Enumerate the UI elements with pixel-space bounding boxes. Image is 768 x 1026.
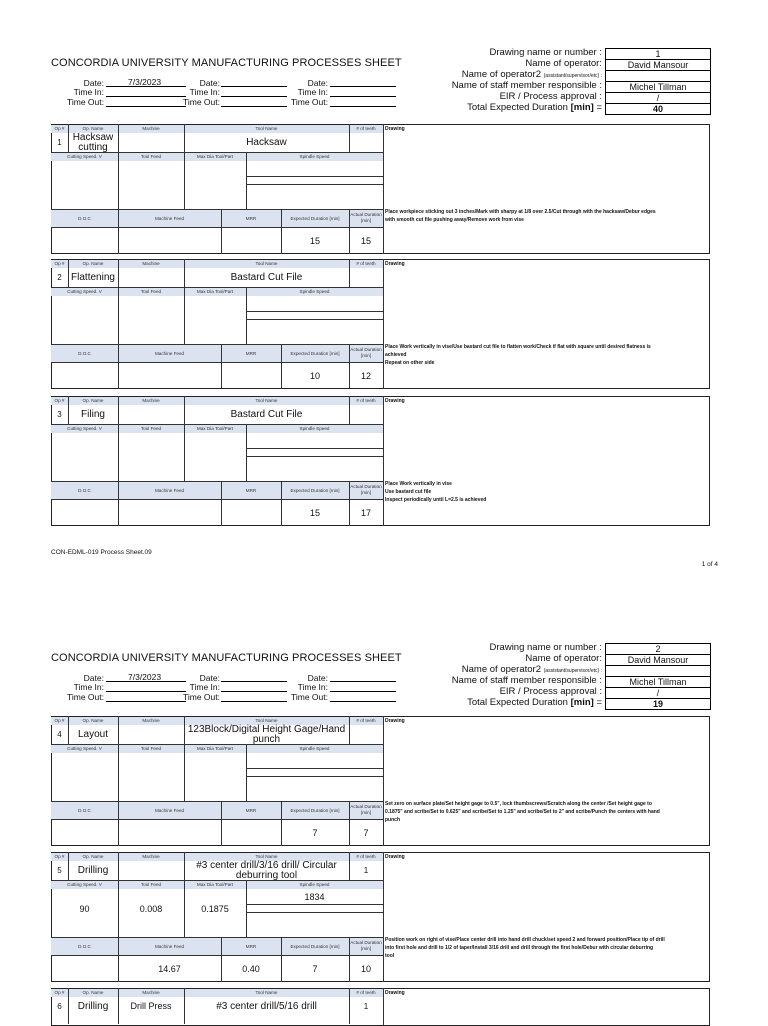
- time-in-label: Time In:: [189, 682, 220, 692]
- time-out-line: [330, 691, 396, 702]
- mrr-value: 0.40: [242, 964, 260, 974]
- grid-line: [118, 852, 119, 880]
- col-header-machine: Machine: [118, 989, 184, 997]
- time-out-line: [221, 691, 287, 702]
- staff-label: Name of staff member responsible :: [451, 675, 602, 686]
- date-label: Date:: [83, 673, 104, 683]
- time-out-label: Time Out:: [183, 97, 220, 107]
- actual-duration: 17: [360, 508, 371, 518]
- grid-line: [349, 481, 350, 526]
- col-header-feed: Tool Feed: [118, 425, 184, 433]
- col-header-doc: D.O.C: [51, 482, 118, 499]
- col-header-mrr: MRR: [221, 482, 281, 499]
- operator2-text: Name of operator2: [461, 664, 541, 675]
- col-header-teeth: # of teeth: [349, 717, 383, 725]
- time-out-label: Time Out:: [67, 692, 104, 702]
- grid-line: [246, 448, 383, 449]
- grid-line: [221, 801, 222, 846]
- grid-line: [349, 344, 350, 389]
- header-value-box: /: [605, 687, 711, 699]
- op-number: 1: [57, 138, 62, 147]
- grid-line: [51, 362, 383, 363]
- op-number: 4: [57, 730, 62, 739]
- op-number: 6: [57, 1002, 62, 1011]
- col-header-speed: Cutting Speed. V: [51, 153, 118, 161]
- col-header-op: Op #: [51, 989, 68, 997]
- col-header-machine: Machine: [118, 260, 184, 268]
- cutting-speed: 90: [79, 904, 90, 914]
- col-header-actual: Actual Duration [min]: [349, 482, 383, 499]
- col-header-spindle: Spindle Speed: [246, 425, 383, 433]
- grid-line: [349, 124, 350, 152]
- drawing-divider: [383, 259, 384, 389]
- eir-label: EIR / Process approval :: [499, 686, 602, 697]
- operator2-label: [390, 69, 602, 80]
- col-header-name: Op. Name: [68, 397, 118, 405]
- tool-feed: 0.008: [139, 904, 163, 914]
- grid-line: [246, 744, 247, 801]
- total-pre: Total Expected Duration: [467, 697, 571, 708]
- grid-line: [246, 319, 383, 320]
- time-out-line: [330, 96, 396, 107]
- grid-line: [184, 424, 185, 481]
- grid-line: [118, 937, 119, 982]
- grid-line: [118, 396, 119, 424]
- col-header-speed: Cutting Speed. V: [51, 425, 118, 433]
- drawing-label: Drawing name or number :: [489, 47, 602, 58]
- grid-line: [246, 184, 383, 185]
- date-label: Date:: [199, 673, 220, 683]
- teeth-count: 1: [363, 1002, 369, 1011]
- col-header-actual: Actual Duration [min]: [349, 345, 383, 362]
- drawing-divider: [383, 852, 384, 982]
- grid-line: [118, 344, 119, 389]
- grid-line: [349, 937, 350, 982]
- header-value-box: 1: [605, 48, 711, 60]
- grid-line: [349, 396, 350, 424]
- col-header-maxdia: Max Dia Tool/Part: [184, 745, 246, 753]
- grid-line: [349, 716, 350, 744]
- grid-line: [118, 259, 119, 287]
- time-out-line: [106, 691, 186, 702]
- col-header-speed: Cutting Speed. V: [51, 288, 118, 296]
- col-header-actual: Actual Duration [min]: [349, 210, 383, 227]
- grid-line: [118, 424, 119, 481]
- date-label: Date:: [307, 673, 328, 683]
- operator-label: Name of operator:: [525, 653, 602, 664]
- grid-line: [281, 209, 282, 254]
- col-header-teeth: # of teeth: [349, 989, 383, 997]
- operation-block: [51, 259, 710, 389]
- grid-line: [118, 481, 119, 526]
- op-name: Drilling: [77, 1000, 109, 1012]
- spindle-speed: 1834: [304, 892, 325, 902]
- col-header-mfeed: Machine Feed: [118, 210, 221, 227]
- col-header-feed: Tool Feed: [118, 881, 184, 889]
- sheet-title: CONCORDIA UNIVERSITY MANUFACTURING PROCESSES SHEET: [51, 652, 402, 664]
- col-header-actual: Actual Duration [min]: [349, 938, 383, 955]
- expected-duration: 15: [309, 236, 320, 246]
- time-out-line: [106, 96, 186, 107]
- total-duration-label: [390, 697, 602, 708]
- col-header-expected: Expected Duration [min]: [281, 210, 349, 227]
- grid-line: [221, 209, 222, 254]
- header-value-box: Michel Tillman: [605, 81, 711, 93]
- col-header-feed: Tool Feed: [118, 153, 184, 161]
- grid-line: [281, 344, 282, 389]
- grid-line: [51, 227, 383, 228]
- col-header-mfeed: Machine Feed: [118, 345, 221, 362]
- teeth-count: 1: [363, 866, 369, 875]
- col-header-spindle: Spindle Speed: [246, 881, 383, 889]
- col-header-maxdia: Max Dia Tool/Part: [184, 153, 246, 161]
- col-header-mrr: MRR: [221, 345, 281, 362]
- grid-line: [349, 209, 350, 254]
- col-header-op: Op #: [51, 853, 68, 861]
- tool-name: #3 center drill/3/16 drill/ Circular deburring tool: [196, 859, 337, 881]
- drawing-divider: [383, 716, 384, 846]
- instruction-line: 0.1875" and scribe/Set to 0.625" and scribe/Set to 1.25" and scribe/Set to 2" and scribe/Punch the centers with hand: [385, 809, 660, 815]
- date-label: Date:: [199, 78, 220, 88]
- actual-duration: 7: [363, 828, 369, 838]
- col-header-mrr: MRR: [221, 802, 281, 819]
- col-header-speed: Cutting Speed. V: [51, 881, 118, 889]
- col-header-teeth: # of teeth: [349, 853, 383, 861]
- expected-duration: 15: [309, 508, 320, 518]
- col-header-mfeed: Machine Feed: [118, 802, 221, 819]
- grid-line: [221, 344, 222, 389]
- col-header-machine: Machine: [118, 397, 184, 405]
- col-header-teeth: # of teeth: [349, 397, 383, 405]
- drawing-divider: [383, 396, 384, 526]
- tool-name: #3 center drill/5/16 drill: [216, 1000, 317, 1012]
- instruction-line: Place Work vertically in vise/Use bastard cut file to flatten work/Check if flat with square until desired flatness is: [385, 344, 651, 350]
- col-header-spindle: Spindle Speed: [246, 745, 383, 753]
- time-out-line: [221, 96, 287, 107]
- operator2-note: (assistant/supervisor/etc) :: [543, 73, 602, 79]
- total-pre: Total Expected Duration: [467, 102, 571, 113]
- drawing-label: Drawing: [385, 990, 405, 996]
- instruction-line: punch: [385, 817, 400, 823]
- grid-line: [51, 955, 383, 956]
- col-header-op: Op #: [51, 717, 68, 725]
- expected-duration: 7: [312, 828, 318, 838]
- operation-block: [51, 124, 710, 254]
- grid-line: [221, 481, 222, 526]
- max-diameter: 0.1875: [201, 904, 229, 914]
- drawing-divider: [383, 988, 384, 1026]
- eir-label: EIR / Process approval :: [499, 91, 602, 102]
- date-label: Date:: [83, 78, 104, 88]
- date-value: 7/3/2023: [106, 77, 186, 87]
- header-value-box: /: [605, 92, 711, 104]
- grid-line: [246, 880, 247, 937]
- total-post: =: [593, 102, 602, 113]
- col-header-mrr: MRR: [221, 210, 281, 227]
- instruction-line: Position work on right of vise/Place center drill into hand drill chuck/set speed 2 and forward position/Place tip of drill: [385, 937, 665, 943]
- col-header-maxdia: Max Dia Tool/Part: [184, 881, 246, 889]
- staff-label: Name of staff member responsible :: [451, 80, 602, 91]
- col-header-name: Op. Name: [68, 260, 118, 268]
- col-header-expected: Expected Duration [min]: [281, 482, 349, 499]
- grid-line: [118, 209, 119, 254]
- grid-line: [246, 768, 383, 769]
- col-header-maxdia: Max Dia Tool/Part: [184, 425, 246, 433]
- grid-line: [51, 819, 383, 820]
- col-header-feed: Tool Feed: [118, 288, 184, 296]
- col-header-name: Op. Name: [68, 125, 118, 133]
- time-in-label: Time In:: [73, 682, 104, 692]
- grid-line: [246, 912, 383, 913]
- header-value-box: 2: [605, 643, 711, 655]
- operation-block: [51, 716, 710, 846]
- instruction-line: Repeat on other side: [385, 360, 435, 366]
- expected-duration: 7: [312, 964, 318, 974]
- op-name: Filing: [81, 408, 105, 420]
- col-header-expected: Expected Duration [min]: [281, 345, 349, 362]
- col-header-teeth: # of teeth: [349, 125, 383, 133]
- grid-line: [118, 744, 119, 801]
- time-out-label: Time Out:: [183, 692, 220, 702]
- col-header-name: Op. Name: [68, 989, 118, 997]
- grid-line: [51, 499, 383, 500]
- actual-duration: 12: [360, 371, 371, 381]
- header-value-box: David Mansour: [605, 59, 711, 71]
- time-out-label: Time Out:: [291, 97, 328, 107]
- grid-line: [246, 904, 383, 905]
- total-unit: [min]: [570, 102, 594, 113]
- drawing-label: Drawing: [385, 718, 405, 724]
- operator2-text: Name of operator2: [461, 69, 541, 80]
- col-header-op: Op #: [51, 125, 68, 133]
- tool-name: Bastard Cut File: [230, 408, 303, 420]
- op-number: 2: [57, 273, 62, 282]
- header-value-box: 19: [605, 698, 711, 710]
- instruction-line: Place workpiece sticking out 3 inches/Mark with sharpy at 1/8 over 2.5/Cut through with the hacksaw/Debur edges: [385, 209, 656, 215]
- col-header-maxdia: Max Dia Tool/Part: [184, 288, 246, 296]
- grid-line: [184, 152, 185, 209]
- grid-line: [349, 801, 350, 846]
- operator2-label: [390, 664, 602, 675]
- footer-doc-id: CON-EDML-019 Process Sheet.09: [51, 549, 152, 556]
- machine-feed: 14.67: [158, 964, 181, 974]
- col-header-machine: Machine: [118, 717, 184, 725]
- col-header-actual: Actual Duration [min]: [349, 802, 383, 819]
- grid-line: [281, 801, 282, 846]
- header-value-box: 40: [605, 103, 711, 115]
- instruction-line: tool: [385, 953, 395, 959]
- col-header-mrr: MRR: [221, 938, 281, 955]
- op-name: Hacksaw cutting: [72, 131, 114, 153]
- grid-line: [246, 424, 247, 481]
- grid-line: [246, 176, 383, 177]
- total-post: =: [593, 697, 602, 708]
- total-unit: [min]: [570, 697, 594, 708]
- machine-name: Drill Press: [130, 1001, 172, 1011]
- drawing-divider: [383, 124, 384, 254]
- grid-line: [118, 124, 119, 152]
- col-header-mfeed: Machine Feed: [118, 482, 221, 499]
- drawing-label: Drawing: [385, 398, 405, 404]
- grid-line: [118, 152, 119, 209]
- col-header-op: Op #: [51, 260, 68, 268]
- operation-block: [51, 396, 710, 526]
- date-value: 7/3/2023: [106, 672, 186, 682]
- time-in-label: Time In:: [189, 87, 220, 97]
- col-header-doc: D.O.C: [51, 345, 118, 362]
- col-header-name: Op. Name: [68, 717, 118, 725]
- grid-line: [349, 259, 350, 287]
- grid-line: [246, 152, 247, 209]
- col-header-spindle: Spindle Speed: [246, 153, 383, 161]
- sheet-title: CONCORDIA UNIVERSITY MANUFACTURING PROCESSES SHEET: [51, 57, 402, 69]
- instruction-line: achieved: [385, 352, 407, 358]
- drawing-label: Drawing: [385, 261, 405, 267]
- grid-line: [118, 287, 119, 344]
- op-number: 3: [57, 410, 62, 419]
- col-header-doc: D.O.C: [51, 938, 118, 955]
- time-in-label: Time In:: [73, 87, 104, 97]
- col-header-op: Op #: [51, 397, 68, 405]
- col-header-machine: Machine: [118, 125, 184, 133]
- op-name: Drilling: [77, 864, 109, 876]
- drawing-label: Drawing: [385, 126, 405, 132]
- col-header-teeth: # of teeth: [349, 260, 383, 268]
- col-header-tool: Tool Name: [184, 125, 349, 133]
- grid-line: [281, 481, 282, 526]
- expected-duration: 10: [309, 371, 320, 381]
- col-header-tool: Tool Name: [184, 989, 349, 997]
- drawing-label: Drawing: [385, 854, 405, 860]
- time-in-label: Time In:: [297, 682, 328, 692]
- header-value-box: David Mansour: [605, 654, 711, 666]
- op-name: Flattening: [71, 271, 115, 283]
- op-name: Layout: [77, 728, 109, 740]
- time-in-label: Time In:: [297, 87, 328, 97]
- date-label: Date:: [307, 78, 328, 88]
- instruction-line: with smooth cut file pushing away/Remove work from vise: [385, 217, 524, 223]
- grid-line: [246, 287, 247, 344]
- instruction-line: Inspect periodically until L=2.5 is achieved: [385, 497, 487, 503]
- col-header-tool: Tool Name: [184, 260, 349, 268]
- grid-line: [118, 716, 119, 744]
- col-header-doc: D.O.C: [51, 802, 118, 819]
- header-value-box: Michel Tillman: [605, 676, 711, 688]
- drawing-label: Drawing name or number :: [489, 642, 602, 653]
- grid-line: [246, 456, 383, 457]
- instruction-line: Set zero on surface plate/Set height gage to 0.5", lock thumbscrews/Scratch along the center /Set height gage to: [385, 801, 652, 807]
- col-header-mfeed: Machine Feed: [118, 938, 221, 955]
- col-header-doc: D.O.C: [51, 210, 118, 227]
- grid-line: [246, 776, 383, 777]
- footer-page-number: 1 of 4: [701, 561, 718, 568]
- grid-line: [184, 287, 185, 344]
- tool-name: Bastard Cut File: [230, 271, 303, 283]
- operator2-note: (assistant/supervisor/etc) :: [543, 668, 602, 674]
- time-out-label: Time Out:: [67, 97, 104, 107]
- actual-duration: 15: [360, 236, 371, 246]
- actual-duration: 10: [360, 964, 371, 974]
- grid-line: [118, 801, 119, 846]
- col-header-spindle: Spindle Speed: [246, 288, 383, 296]
- total-duration-label: [390, 102, 602, 113]
- tool-name: 123Block/Digital Height Gage/Hand punch: [187, 723, 346, 745]
- grid-line: [221, 937, 222, 982]
- col-header-expected: Expected Duration [min]: [281, 802, 349, 819]
- instruction-line: into first hole and drill to 1/2 of taper/Install 3/16 drill and drill through the first hole/Debur with circular deburring: [385, 945, 654, 951]
- col-header-speed: Cutting Speed. V: [51, 745, 118, 753]
- col-header-tool: Tool Name: [184, 397, 349, 405]
- grid-line: [184, 744, 185, 801]
- op-number: 5: [57, 866, 62, 875]
- instruction-line: Place Work vertically in vise: [385, 481, 452, 487]
- time-out-label: Time Out:: [291, 692, 328, 702]
- tool-name: Hacksaw: [246, 136, 287, 148]
- col-header-tool: Tool Name: [184, 853, 349, 861]
- col-header-feed: Tool Feed: [118, 745, 184, 753]
- operator-label: Name of operator:: [525, 58, 602, 69]
- col-header-expected: Expected Duration [min]: [281, 938, 349, 955]
- grid-line: [281, 937, 282, 982]
- instruction-line: Use bastard cut file: [385, 489, 432, 495]
- col-header-name: Op. Name: [68, 853, 118, 861]
- col-header-machine: Machine: [118, 853, 184, 861]
- grid-line: [246, 311, 383, 312]
- col-header-tool: Tool Name: [184, 717, 349, 725]
